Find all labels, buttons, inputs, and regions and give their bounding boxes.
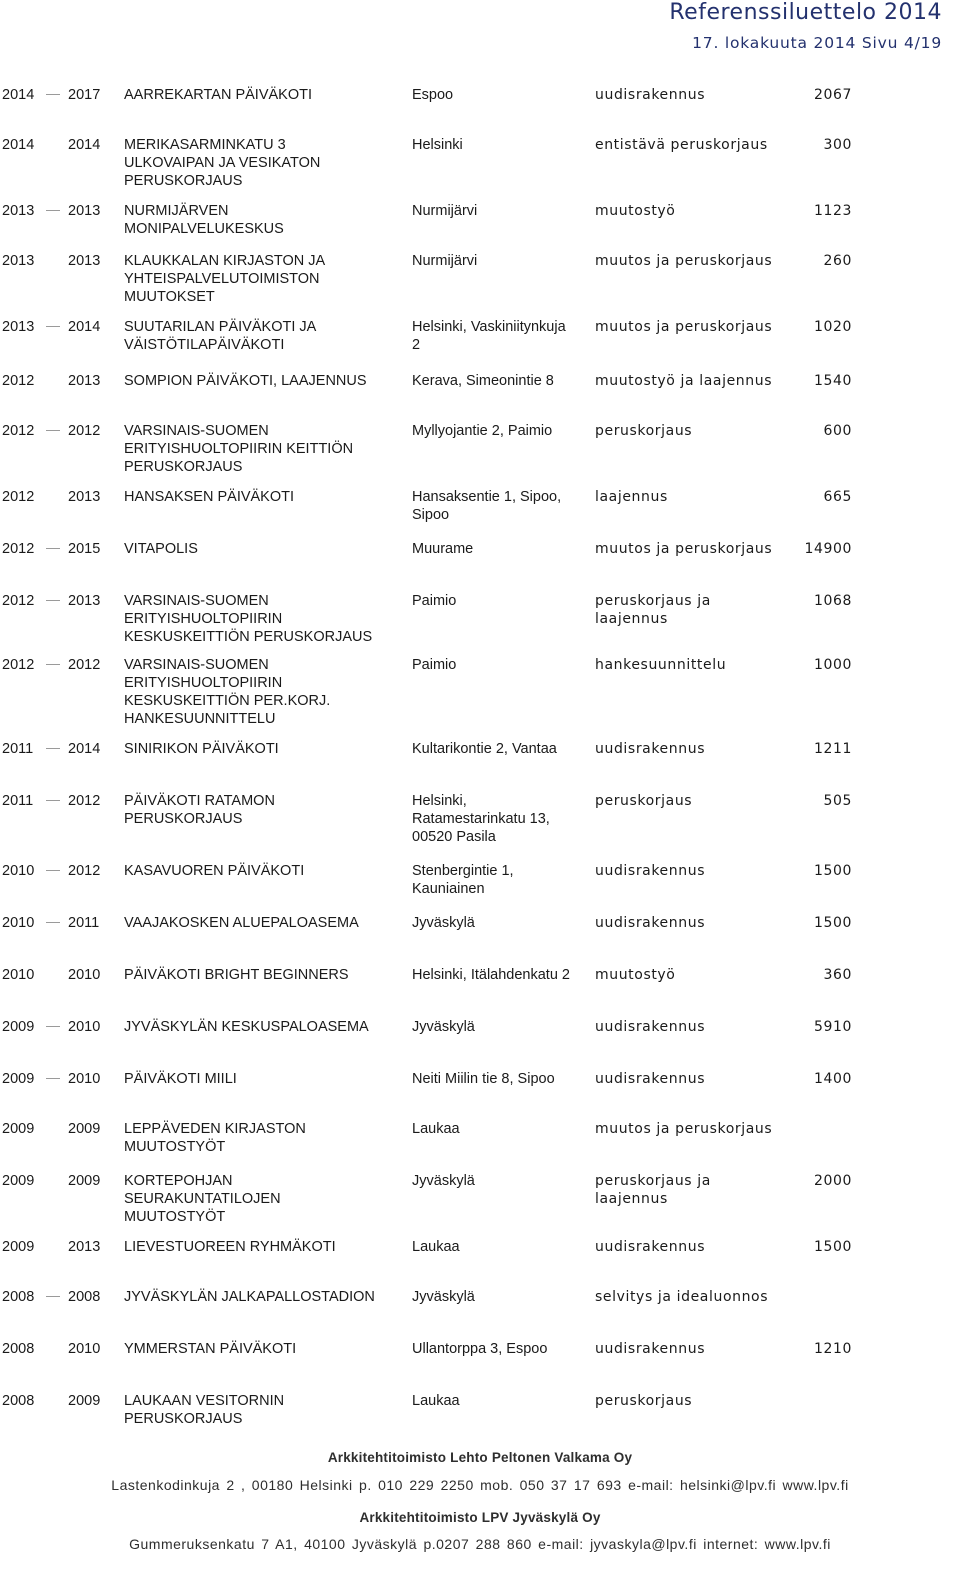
end-year: 2013: [68, 593, 101, 609]
start-year: 2009: [2, 1173, 35, 1189]
project-location: Paimio: [412, 657, 457, 673]
year-range-dash: [46, 548, 60, 549]
project-area: 14900: [804, 541, 852, 557]
project-type: muutostyö: [595, 203, 676, 219]
project-location: Jyväskylä: [412, 1289, 475, 1305]
start-year: 2012: [2, 373, 35, 389]
project-type: peruskorjaus: [595, 1393, 693, 1409]
footer-company-helsinki: Arkkitehtitoimisto Lehto Peltonen Valkama Oy: [327, 1450, 633, 1465]
end-year: 2009: [68, 1121, 101, 1137]
end-year: 2013: [68, 203, 101, 219]
project-type: uudisrakennus: [595, 1019, 706, 1035]
project-location: Stenbergintie 1, Kauniainen: [412, 863, 514, 897]
end-year: 2009: [68, 1173, 101, 1189]
project-type: muutostyö ja laajennus: [595, 373, 773, 389]
footer-contact-helsinki: Lastenkodinkuja 2 , 00180 Helsinki p. 010 229 2250 mob. 050 37 17 693 e-mail: helsinki@lpv.fi www.lpv.fi: [111, 1477, 849, 1493]
project-type: uudisrakennus: [595, 915, 706, 931]
end-year: 2010: [68, 967, 101, 983]
project-area: 360: [823, 967, 852, 983]
project-name: PÄIVÄKOTI RATAMON PERUSKORJAUS: [124, 793, 275, 827]
project-location: Helsinki, Vaskiniitynkuja 2: [412, 319, 566, 353]
project-area: 1500: [813, 915, 852, 931]
project-location: Ullantorppa 3, Espoo: [412, 1341, 548, 1357]
end-year: 2012: [68, 423, 101, 439]
project-name: NURMIJÄRVEN MONIPALVELUKESKUS: [124, 203, 284, 237]
project-location: Kerava, Simeonintie 8: [412, 373, 554, 389]
project-location: Kultarikontie 2, Vantaa: [412, 741, 557, 757]
project-area: 1400: [813, 1071, 852, 1087]
year-range-dash: [46, 1296, 60, 1297]
end-year: 2010: [68, 1019, 101, 1035]
project-area: 1211: [813, 741, 852, 757]
start-year: 2011: [2, 793, 34, 809]
project-type: uudisrakennus: [595, 1341, 706, 1357]
year-range-dash: [46, 210, 60, 211]
project-name: KASAVUOREN PÄIVÄKOTI: [124, 863, 305, 879]
year-range-dash: [46, 922, 60, 923]
year-range-dash: [46, 1078, 60, 1079]
project-name: VAAJAKOSKEN ALUEPALOASEMA: [124, 915, 359, 931]
project-type: muutos ja peruskorjaus: [595, 541, 773, 557]
start-year: 2012: [2, 541, 35, 557]
project-location: Myllyojantie 2, Paimio: [412, 423, 553, 439]
start-year: 2009: [2, 1019, 35, 1035]
project-location: Laukaa: [412, 1393, 460, 1409]
project-type: peruskorjaus ja laajennus: [595, 593, 711, 627]
end-year: 2009: [68, 1393, 101, 1409]
project-area: 505: [823, 793, 852, 809]
start-year: 2009: [2, 1239, 35, 1255]
project-area: 1500: [813, 1239, 852, 1255]
footer-company-jyvaskyla: Arkkitehtitoimisto LPV Jyväskylä Oy: [359, 1510, 601, 1525]
project-name: AARREKARTAN PÄIVÄKOTI: [124, 87, 313, 103]
project-name: HANSAKSEN PÄIVÄKOTI: [124, 489, 295, 505]
project-name: SUUTARILAN PÄIVÄKOTI JA VÄISTÖTILAPÄIVÄKOTI: [124, 319, 317, 353]
project-type: uudisrakennus: [595, 741, 706, 757]
project-name: VARSINAIS-SUOMEN ERITYISHUOLTOPIIRIN KEITTIÖN PERUSKORJAUS: [124, 423, 354, 475]
page-title: Referenssiluettelo 2014: [669, 0, 942, 25]
year-range-dash: [46, 600, 60, 601]
project-location: Paimio: [412, 593, 457, 609]
project-area: 5910: [813, 1019, 852, 1035]
project-type: entistävä peruskorjaus: [595, 137, 768, 153]
project-name: PÄIVÄKOTI MIILI: [124, 1071, 237, 1087]
end-year: 2010: [68, 1341, 101, 1357]
start-year: 2012: [2, 657, 35, 673]
project-area: 1020: [813, 319, 852, 335]
end-year: 2015: [68, 541, 101, 557]
project-name: KLAUKKALAN KIRJASTON JA YHTEISPALVELUTOIMISTON MUUTOKSET: [124, 253, 326, 305]
project-type: laajennus: [595, 489, 668, 505]
project-type: peruskorjaus ja laajennus: [595, 1173, 711, 1207]
project-type: muutos ja peruskorjaus: [595, 319, 773, 335]
start-year: 2012: [2, 423, 35, 439]
project-name: JYVÄSKYLÄN JALKAPALLOSTADION: [124, 1289, 375, 1305]
project-name: VITAPOLIS: [124, 541, 198, 557]
project-area: 1540: [813, 373, 852, 389]
project-name: VARSINAIS-SUOMEN ERITYISHUOLTOPIIRIN KESKUSKEITTIÖN PERUSKORJAUS: [124, 593, 373, 645]
project-name: PÄIVÄKOTI BRIGHT BEGINNERS: [124, 967, 349, 983]
project-location: Jyväskylä: [412, 915, 475, 931]
start-year: 2008: [2, 1341, 35, 1357]
end-year: 2014: [68, 741, 101, 757]
project-location: Nurmijärvi: [412, 203, 478, 219]
start-year: 2013: [2, 253, 35, 269]
year-range-dash: [46, 664, 60, 665]
project-name: VARSINAIS-SUOMEN ERITYISHUOLTOPIIRIN KESKUSKEITTIÖN PER.KORJ. HANKESUUNNITTELU: [124, 657, 331, 727]
start-year: 2009: [2, 1121, 35, 1137]
year-range-dash: [46, 1026, 60, 1027]
project-name: MERIKASARMINKATU 3 ULKOVAIPAN JA VESIKATON PERUSKORJAUS: [124, 137, 321, 189]
project-type: uudisrakennus: [595, 1239, 706, 1255]
year-range-dash: [46, 870, 60, 871]
project-type: selvitys ja idealuonnos: [595, 1289, 769, 1305]
project-name: LAUKAAN VESITORNIN PERUSKORJAUS: [124, 1393, 285, 1427]
start-year: 2009: [2, 1071, 35, 1087]
project-name: JYVÄSKYLÄN KESKUSPALOASEMA: [124, 1019, 369, 1035]
end-year: 2014: [68, 137, 101, 153]
year-range-dash: [46, 800, 60, 801]
end-year: 2013: [68, 1239, 101, 1255]
project-location: Neiti Miilin tie 8, Sipoo: [412, 1071, 555, 1087]
project-type: muutos ja peruskorjaus: [595, 1121, 773, 1137]
end-year: 2012: [68, 863, 101, 879]
project-name: KORTEPOHJAN SEURAKUNTATILOJEN MUUTOSTYÖT: [124, 1173, 281, 1225]
project-location: Helsinki, Itälahdenkatu 2: [412, 967, 570, 983]
start-year: 2010: [2, 967, 35, 983]
start-year: 2012: [2, 489, 35, 505]
year-range-dash: [46, 326, 60, 327]
project-area: 1210: [813, 1341, 852, 1357]
start-year: 2010: [2, 863, 35, 879]
project-type: uudisrakennus: [595, 863, 706, 879]
project-type: peruskorjaus: [595, 423, 693, 439]
end-year: 2010: [68, 1071, 101, 1087]
end-year: 2012: [68, 793, 101, 809]
project-name: SOMPION PÄIVÄKOTI, LAAJENNUS: [124, 373, 367, 389]
project-type: uudisrakennus: [595, 1071, 706, 1087]
project-area: 1500: [813, 863, 852, 879]
project-name: SINIRIKON PÄIVÄKOTI: [124, 741, 279, 757]
end-year: 2013: [68, 253, 101, 269]
footer-contact-jyvaskyla: Gummeruksenkatu 7 A1, 40100 Jyväskylä p.0207 288 860 e-mail: jyvaskyla@lpv.fi internet: www.lpv.fi: [129, 1536, 831, 1552]
project-area: 2067: [813, 87, 852, 103]
project-name: LEPPÄVEDEN KIRJASTON MUUTOSTYÖT: [124, 1121, 306, 1155]
project-location: Espoo: [412, 87, 454, 103]
project-area: 1068: [813, 593, 852, 609]
project-location: Laukaa: [412, 1121, 460, 1137]
end-year: 2017: [68, 87, 101, 103]
project-location: Muurame: [412, 541, 474, 557]
project-location: Helsinki: [412, 137, 463, 153]
start-year: 2008: [2, 1289, 35, 1305]
start-year: 2014: [2, 137, 35, 153]
project-location: Helsinki, Ratamestarinkatu 13, 00520 Pasila: [412, 793, 550, 845]
project-type: hankesuunnittelu: [595, 657, 727, 673]
end-year: 2008: [68, 1289, 101, 1305]
project-area: 1000: [813, 657, 852, 673]
project-area: 665: [823, 489, 852, 505]
project-type: uudisrakennus: [595, 87, 706, 103]
project-location: Laukaa: [412, 1239, 460, 1255]
project-location: Jyväskylä: [412, 1173, 475, 1189]
end-year: 2013: [68, 373, 101, 389]
start-year: 2012: [2, 593, 35, 609]
project-type: muutos ja peruskorjaus: [595, 253, 773, 269]
start-year: 2013: [2, 203, 35, 219]
start-year: 2013: [2, 319, 35, 335]
start-year: 2010: [2, 915, 35, 931]
start-year: 2014: [2, 87, 35, 103]
project-type: muutostyö: [595, 967, 676, 983]
year-range-dash: [46, 94, 60, 95]
project-location: Jyväskylä: [412, 1019, 475, 1035]
end-year: 2013: [68, 489, 101, 505]
end-year: 2012: [68, 657, 101, 673]
project-location: Nurmijärvi: [412, 253, 478, 269]
project-location: Hansaksentie 1, Sipoo, Sipoo: [412, 489, 562, 523]
start-year: 2008: [2, 1393, 35, 1409]
project-name: YMMERSTAN PÄIVÄKOTI: [124, 1341, 297, 1357]
project-area: 260: [823, 253, 852, 269]
start-year: 2011: [2, 741, 34, 757]
project-name: LIEVESTUOREEN RYHMÄKOTI: [124, 1239, 336, 1255]
year-range-dash: [46, 430, 60, 431]
project-type: peruskorjaus: [595, 793, 693, 809]
project-area: 2000: [813, 1173, 852, 1189]
end-year: 2014: [68, 319, 101, 335]
project-area: 300: [823, 137, 852, 153]
year-range-dash: [46, 748, 60, 749]
page-subtitle: 17. lokakuuta 2014 Sivu 4/19: [692, 34, 942, 52]
end-year: 2011: [68, 915, 100, 931]
project-area: 1123: [813, 203, 852, 219]
project-area: 600: [823, 423, 852, 439]
